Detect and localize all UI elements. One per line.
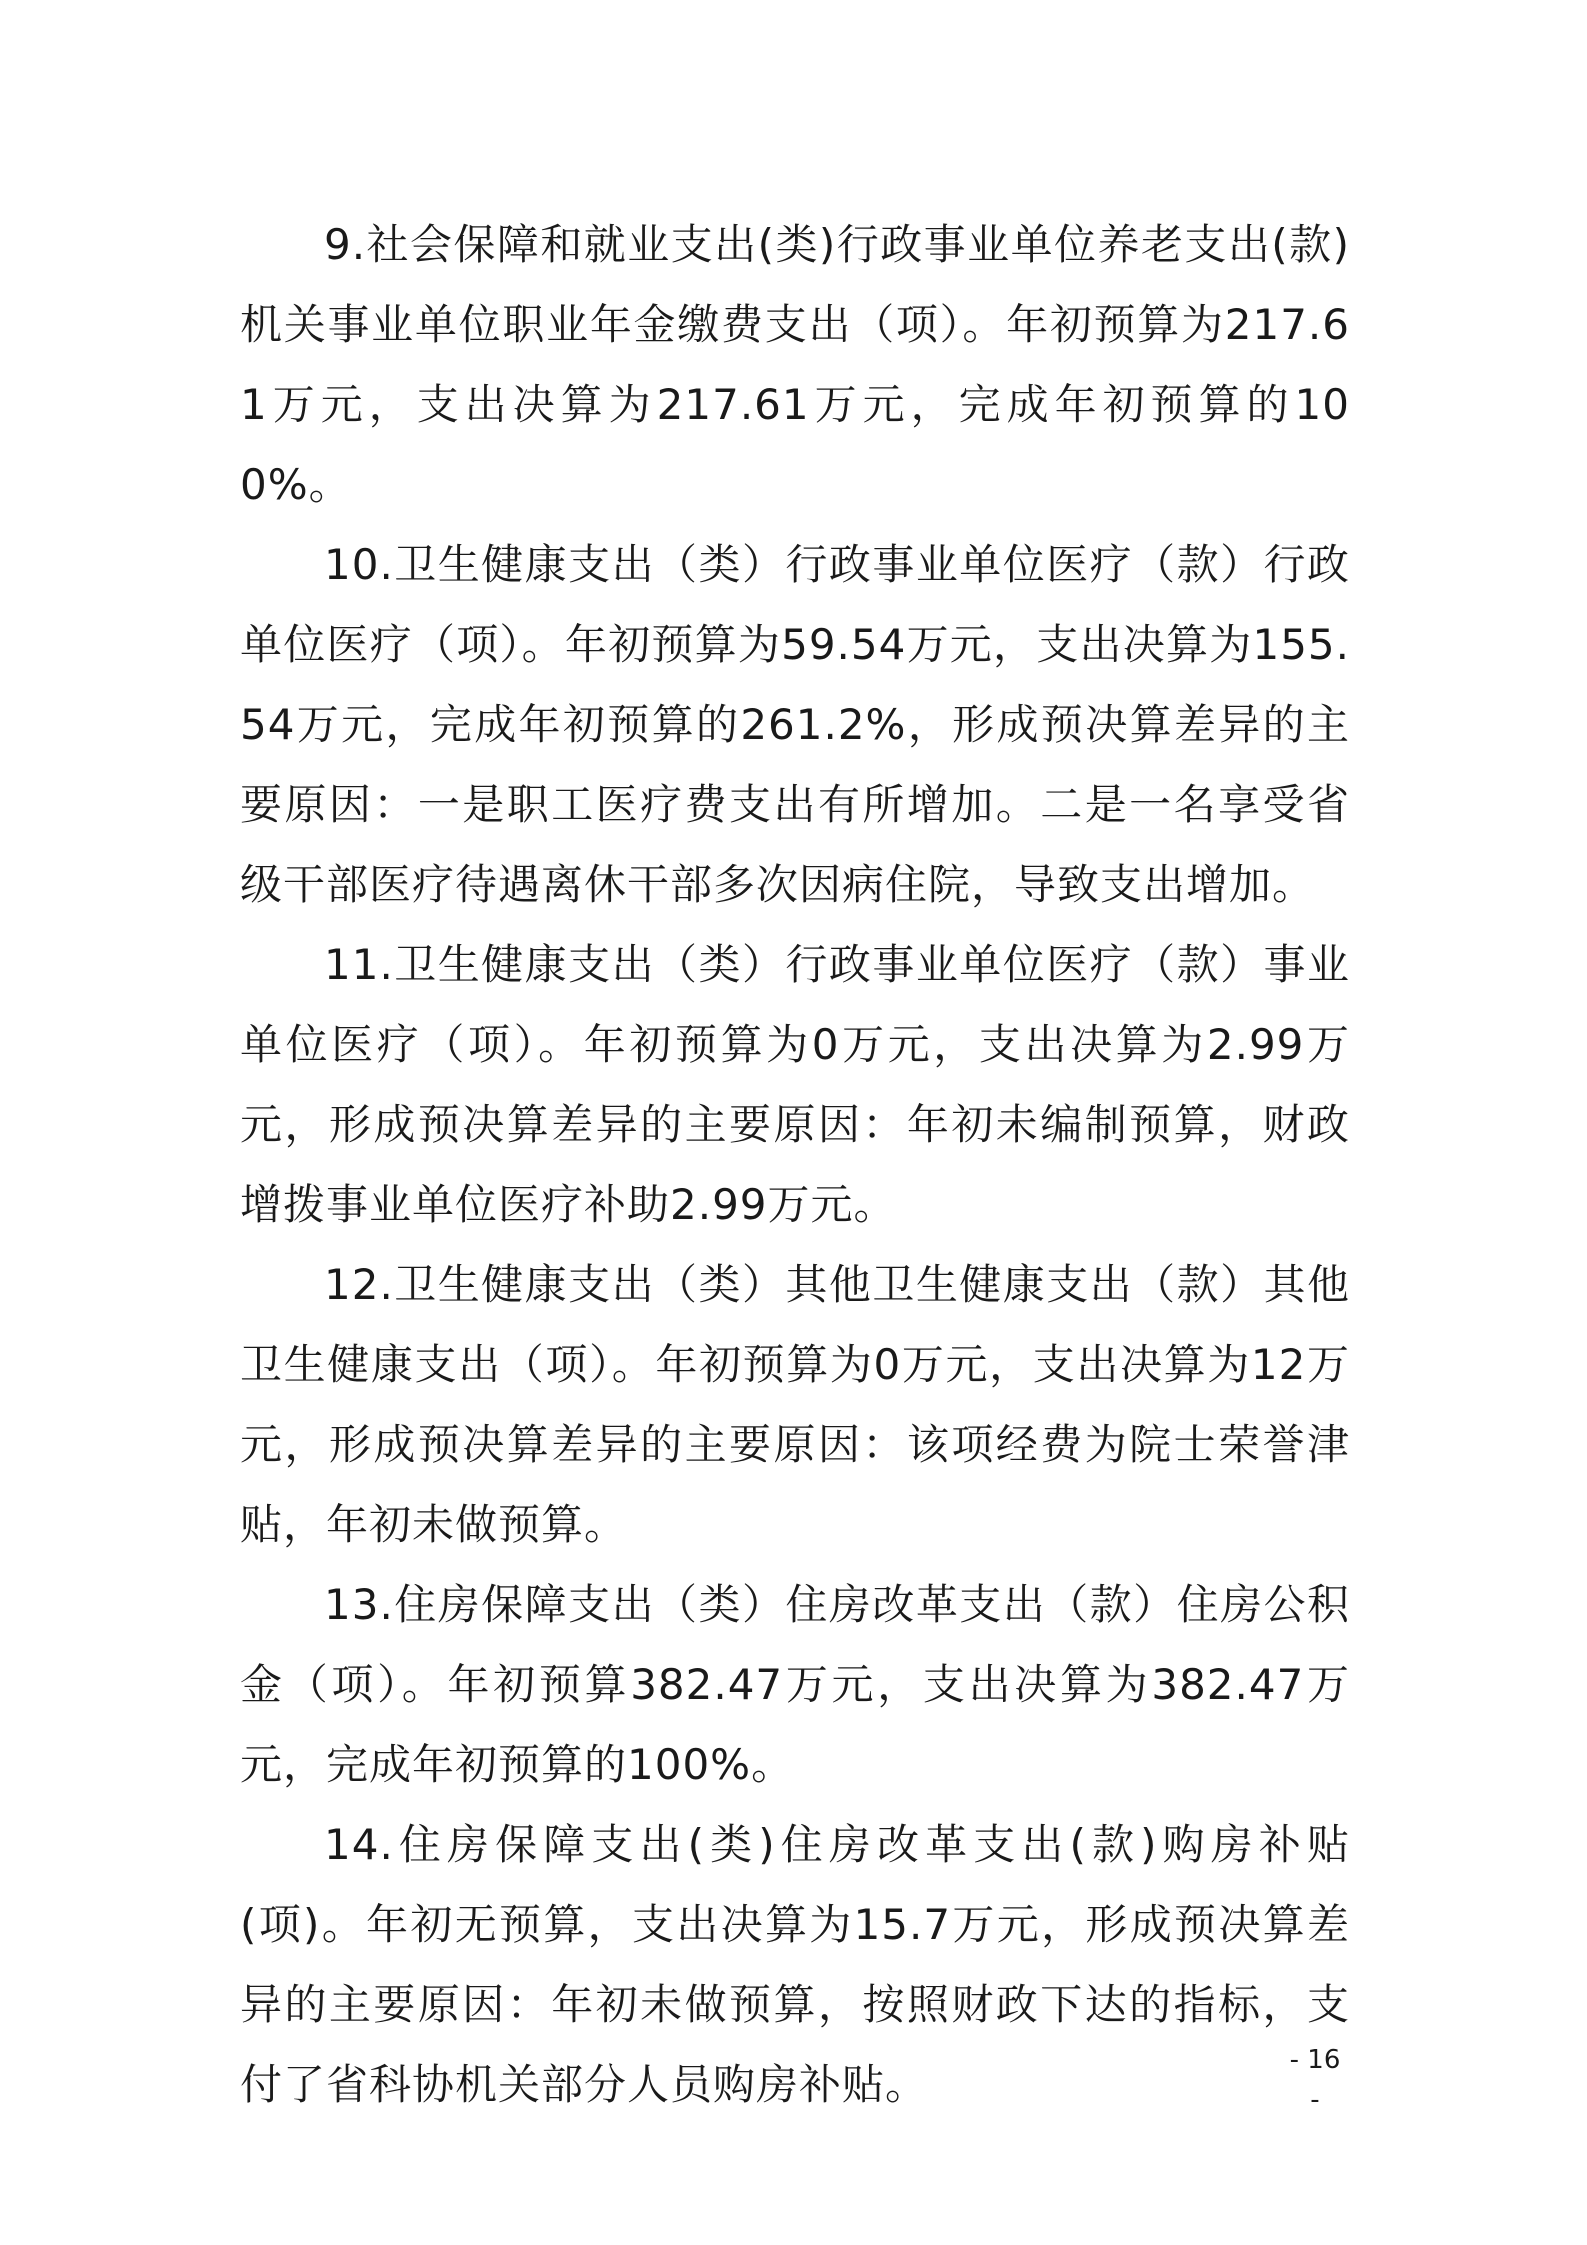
document-body [240, 205, 1350, 2125]
paragraph-item-14: 14.住房保障支出(类)住房改革支出(款)购房补贴(项)。年初无预算，支出决算为15.7万元，形成预决算差异的主要原因：年初未做预算，按照财政下达的指标，支付了省科协机关部分人员购房补贴。 [240, 1820, 1350, 2109]
paragraph-item-9: 9.社会保障和就业支出(类)行政事业单位养老支出(款)机关事业单位职业年金缴费支出（项）。年初预算为217.61万元，支出决算为217.61万元，完成年初预算的100%。 [240, 220, 1350, 509]
paragraph-item-12: 12.卫生健康支出（类）其他卫生健康支出（款）其他卫生健康支出（项）。年初预算为0万元，支出决算为12万元，形成预决算差异的主要原因：该项经费为院士荣誉津贴，年初未做预算。 [240, 1260, 1350, 1549]
page-number: - 16 - [1289, 2045, 1341, 2115]
paragraph-item-10: 10.卫生健康支出（类）行政事业单位医疗（款）行政单位医疗（项）。年初预算为59.54万元，支出决算为155.54万元，完成年初预算的261.2%，形成预决算差异的主要原因：一是职工医疗费支出有所增加。二是一名享受省级干部医疗待遇离休干部多次因病住院，导致支出增加。 [240, 540, 1350, 909]
paragraph-item-13: 13.住房保障支出（类）住房改革支出（款）住房公积金（项）。年初预算382.47万元，支出决算为382.47万元，完成年初预算的100%。 [240, 1580, 1350, 1789]
paragraph-item-11: 11.卫生健康支出（类）行政事业单位医疗（款）事业单位医疗（项）。年初预算为0万元，支出决算为2.99万元，形成预决算差异的主要原因：年初未编制预算，财政增拨事业单位医疗补助2.99万元。 [240, 940, 1350, 1229]
